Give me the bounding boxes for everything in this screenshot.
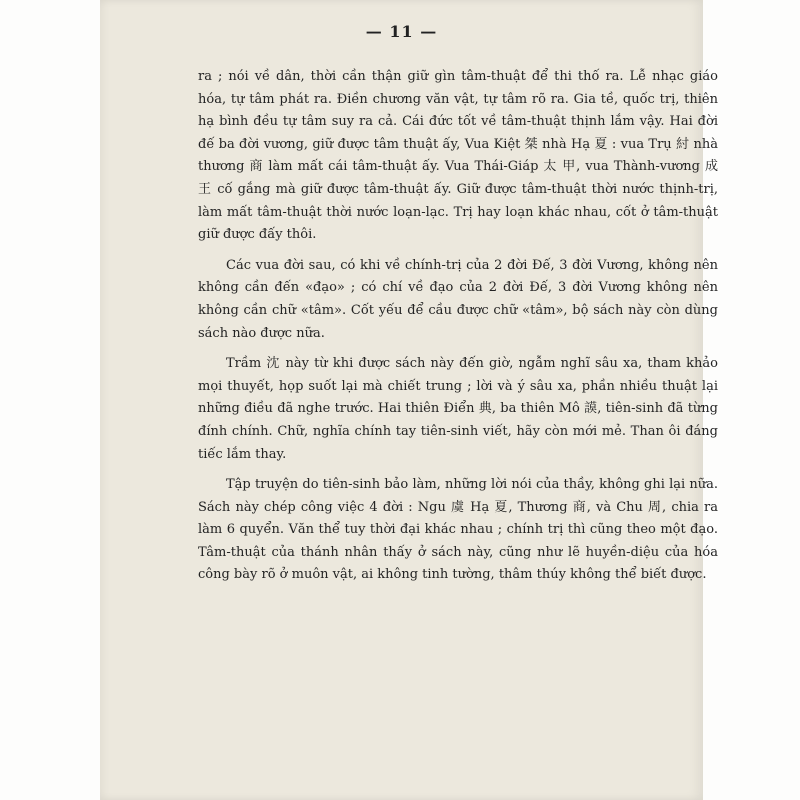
paragraph-3: Trầm 沈 này từ khi được sách này đến giờ, ngẫm nghĩ sâu xa, tham khảo mọi thuyết, họp suốt lại mà chiết trung ; lời và ý sâu xa, phần nhiều thuật lại những điều đã nghe trước. Hai thiên Điển 典, ba thiên Mô 謨, tiên-sinh đã từng đính chính. Chữ, nghĩa chính tay tiên-sinh viết, hãy còn mới mẻ. Than ôi đáng tiếc lắm thay.	[198, 356, 718, 462]
paragraph-4: Tập truyện do tiên-sinh bảo làm, những lời nói của thầy, không ghi lại nữa. Sách này chép công việc 4 đời : Ngu 虞 Hạ 夏, Thương 商, và Chu 周, chia ra làm 6 quyển. Văn thể tuy thời đại khác nhau ; chính trị thì cũng theo một đạo. Tâm-thuật của thánh nhân thấy ở sách này, cũng như lẽ huyền-diệu của hóa công bày rõ ở muôn vật, ai không tinh tường, thâm thúy không thể biết được.	[198, 477, 718, 583]
book-page	[100, 0, 718, 800]
page-number: — 11 —	[365, 22, 438, 41]
body-text	[198, 66, 718, 587]
paragraph-2: Các vua đời sau, có khi về chính-trị của 2 đời Đế, 3 đời Vương, không nên không cần đến «đạo» ; có chí về đạo của 2 đời Đế, 3 đời Vương không nên không cần chữ «tâm». Cốt yếu để cầu được chữ «tâm», bộ sách này còn dùng sách nào được nữa.	[198, 257, 718, 341]
paragraph-1: ra ; nói về dân, thời cần thận giữ gìn tâm-thuật để thi thố ra. Lễ nhạc giáo hóa, tự tâm phát ra. Điền chương văn vật, tự tâm rõ ra. Gia tề, quốc trị, thiên hạ bình đều tự tâm suy ra cả. Cái đức tốt về tâm-thuật thịnh lắm vậy. Hai đời đế ba đời vương, giữ được tâm thuật ấy, Vua Kiệt 桀 nhà Hạ 夏 : vua Trụ 紂 nhà thương 商 làm mất cái tâm-thuật ấy. Vua Thái-Giáp 太 甲, vua Thành-vương 成 王 cố gắng mà giữ được tâm-thuật ấy. Giữ được tâm-thuật thời nước thịnh-trị, làm mất tâm-thuật thời nước loạn-lạc. Trị hay loạn khác nhau, cốt ở tâm-thuật giữ được đấy thôi.	[198, 69, 718, 243]
